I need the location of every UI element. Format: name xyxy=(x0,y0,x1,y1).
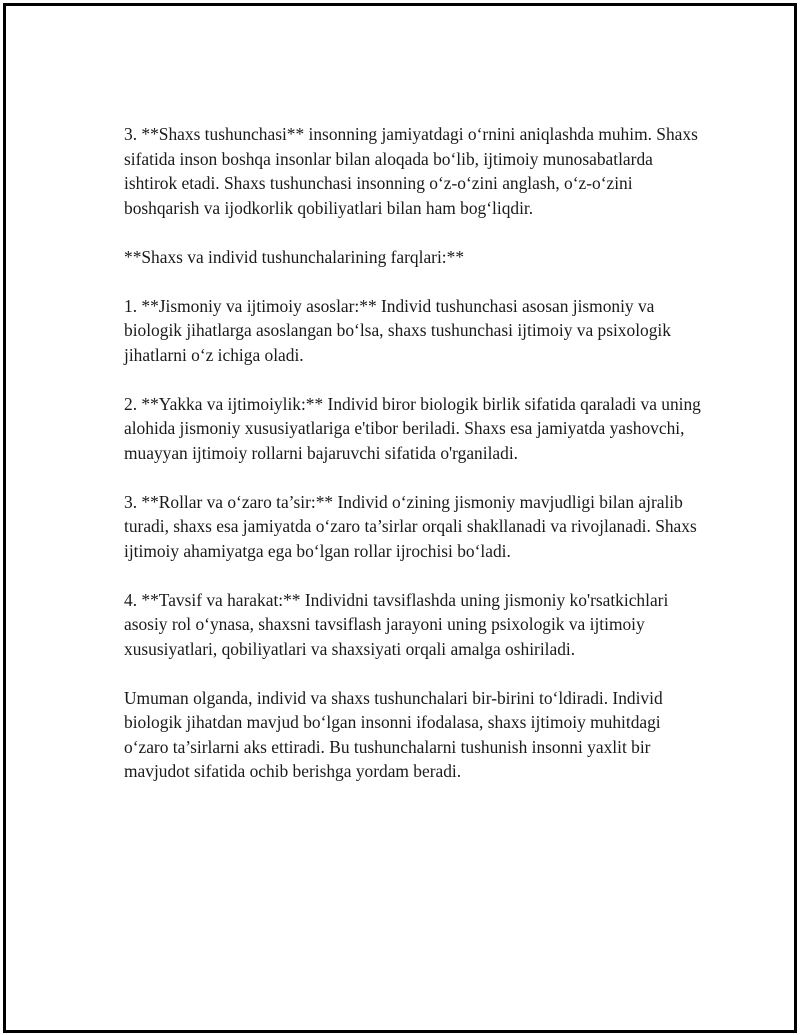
list-item-tavsif-harakat: 4. **Tavsif va harakat:** Individni tavsiflashda uning jismoniy ko'rsatkichlari asosiy rol o‘ynasa, shaxsni tavsiflash jarayoni uning psixologik va ijtimoiy xususiyatlari, qobiliyatlari va shaxsiyati orqali amalga oshiriladi. xyxy=(124,589,669,659)
list-item-jismoniy-ijtimoiy: 1. **Jismoniy va ijtimoiy asoslar:** Individ tushunchasi asosan jismoniy va biologik jihatlarga asoslangan bo‘lsa, shaxs tushunchasi ijtimoiy va psixologik jihatlarni o‘z ichiga oladi. xyxy=(124,295,671,365)
page-border xyxy=(3,3,797,1033)
paragraph-conclusion: Umuman olganda, individ va shaxs tushunchalari bir-birini to‘ldiradi. Individ biologik jihatdan mavjud bo‘lgan insonni ifodalasa, shaxs ijtimoiy muhitdagi o‘zaro ta’sirlarni aks ettiradi. Bu tushunchalarni tushunish insonni yaxlit bir mavjudot sifatida ochib berishga yordam beradi. xyxy=(124,687,663,781)
document-body xyxy=(124,122,704,784)
paragraph-shaxs-tushunchasi: 3. **Shaxs tushunchasi** insonning jamiyatdagi o‘rnini aniqlashda muhim. Shaxs sifatida inson boshqa insonlar bilan aloqada bo‘lib, ijtimoiy munosabatlarda ishtirok etadi. Shaxs tushunchasi insonning o‘z-o‘zini anglash, o‘z-o‘zini boshqarish va ijodkorlik qobiliyatlari bilan ham bog‘liqdir. xyxy=(124,124,698,218)
section-heading-farqlar: **Shaxs va individ tushunchalarining farqlari:** xyxy=(124,246,465,267)
list-item-yakka-ijtimoiylik: 2. **Yakka va ijtimoiylik:** Individ biror biologik birlik sifatida qaraladi va uning alohida jismoniy xususiyatlariga e'tibor beriladi. Shaxs esa jamiyatda yashovchi, muayyan ijtimoiy rollarni bajaruvchi sifatida o'rganiladi. xyxy=(124,393,701,463)
list-item-rollar-tasir: 3. **Rollar va o‘zaro ta’sir:** Individ o‘zining jismoniy mavjudligi bilan ajralib turadi, shaxs esa jamiyatda o‘zaro ta’sirlar orqali shakllanadi va rivojlanadi. Shaxs ijtimoiy ahamiyatga ega bo‘lgan rollar ijrochisi bo‘ladi. xyxy=(124,491,697,561)
